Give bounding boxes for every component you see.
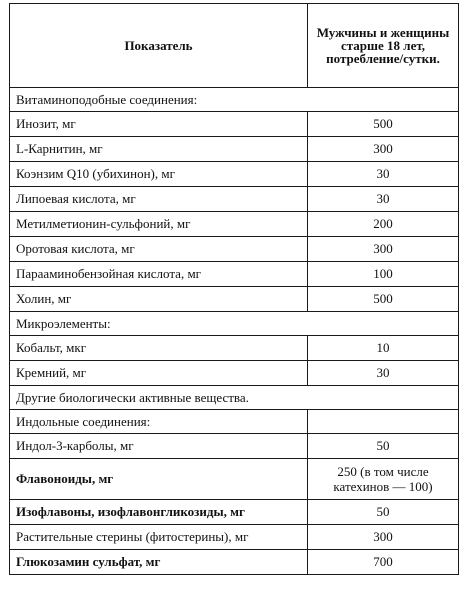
row-label: Оротовая кислота, мг [10, 237, 308, 262]
section-row [10, 312, 459, 336]
empty-cell [308, 410, 459, 434]
row-value: 30 [308, 361, 459, 386]
table-row [10, 187, 459, 212]
row-value: 250 (в том числе катехинов — 100) [308, 459, 459, 500]
row-label: Холин, мг [10, 287, 308, 312]
row-value: 10 [308, 336, 459, 361]
table-row [10, 262, 459, 287]
table-row [10, 434, 459, 459]
table-row [10, 137, 459, 162]
row-label: Индол-3-карболы, мг [10, 434, 308, 459]
row-value: 30 [308, 187, 459, 212]
row-label: Инозит, мг [10, 112, 308, 137]
table-row [10, 237, 459, 262]
row-value: 500 [308, 287, 459, 312]
section-row [10, 410, 459, 434]
section-row [10, 88, 459, 112]
section-row [10, 386, 459, 410]
row-label: Кобальт, мкг [10, 336, 308, 361]
table-row [10, 550, 459, 575]
section-label: Другие биологически активные вещества. [10, 386, 459, 410]
row-value: 300 [308, 525, 459, 550]
header-indicator: Показатель [10, 4, 308, 88]
table-row [10, 162, 459, 187]
row-label: Кремний, мг [10, 361, 308, 386]
section-label: Индольные соединения: [10, 410, 308, 434]
row-value: 100 [308, 262, 459, 287]
nutrient-table [9, 3, 459, 575]
row-label: Изофлавоны, изофлавонгликозиды, мг [10, 500, 308, 525]
row-label: L-Карнитин, мг [10, 137, 308, 162]
row-value: 200 [308, 212, 459, 237]
header-row [10, 4, 459, 88]
row-value: 30 [308, 162, 459, 187]
table-row [10, 459, 459, 500]
row-label: Глюкозамин сульфат, мг [10, 550, 308, 575]
table-row [10, 336, 459, 361]
section-label: Витаминоподобные соединения: [10, 88, 459, 112]
table-row [10, 525, 459, 550]
row-value: 50 [308, 434, 459, 459]
table-row [10, 212, 459, 237]
row-label: Парааминобензойная кислота, мг [10, 262, 308, 287]
row-label: Коэнзим Q10 (убихинон), мг [10, 162, 308, 187]
row-label: Флавоноиды, мг [10, 459, 308, 500]
header-consumption: Мужчины и женщины старше 18 лет, потребление/сутки. [308, 4, 459, 88]
row-value: 50 [308, 500, 459, 525]
row-value: 300 [308, 237, 459, 262]
table-row [10, 361, 459, 386]
table-row [10, 112, 459, 137]
row-value: 700 [308, 550, 459, 575]
row-label: Растительные стерины (фитостерины), мг [10, 525, 308, 550]
table-row [10, 287, 459, 312]
row-value: 500 [308, 112, 459, 137]
section-label: Микроэлементы: [10, 312, 459, 336]
row-label: Липоевая кислота, мг [10, 187, 308, 212]
row-value: 300 [308, 137, 459, 162]
row-label: Метилметионин-сульфоний, мг [10, 212, 308, 237]
table-row [10, 500, 459, 525]
